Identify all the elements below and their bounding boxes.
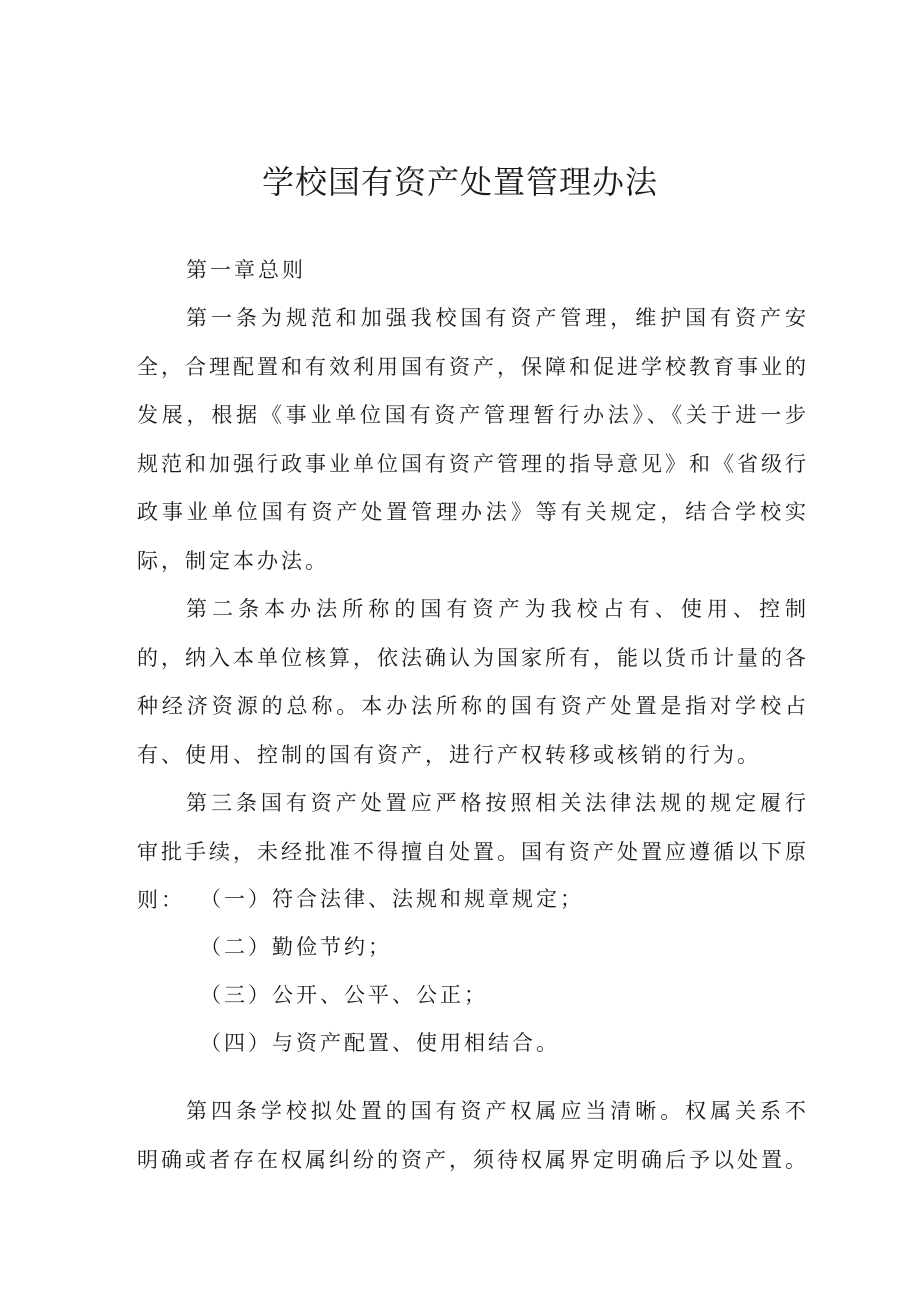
principle-item: （二）勤俭节约；	[200, 935, 392, 959]
principle-item: （一）符合法律、法规和规章规定；	[200, 887, 584, 911]
article-1: 第一条为规范和加强我校国有资产管理，维护国有资产安全，合理配置和有效利用国有资产，保障和促进学校教育事业的发展，根据《事业单位国有资产管理暂行办法》、《关于进一步规范和加强行政事业单位国有资产管理的指导意见》和《省级行政事业单位国有资产处置管理办法》等有关规定，结合学校实际，制定本办法。	[137, 306, 809, 573]
article-3: 第三条国有资产处置应严格按照相关法律法规的规定履行审批手续，未经批准不得擅自处置。国有资产处置应遵循以下原则：	[137, 791, 809, 912]
article-2: 第二条本办法所称的国有资产为我校占有、使用、控制的，纳入本单位核算，依法确认为国家所有，能以货币计量的各种经济资源的总称。本办法所称的国有资产处置是指对学校占有、使用、控制的国有资产，进行产权转移或核销的行为。	[137, 597, 809, 767]
principle-item: （三）公开、公平、公正；	[200, 983, 488, 1007]
chapter-heading: 第一章总则	[186, 258, 306, 282]
article-4: 第四条学校拟处置的国有资产权属应当清晰。权属关系不明确或者存在权属纠纷的资产，须待权属界定明确后予以处置。	[137, 1099, 809, 1172]
document-title: 学校国有资产处置管理办法	[261, 163, 658, 201]
principle-item: （四）与资产配置、使用相结合。	[200, 1031, 560, 1055]
